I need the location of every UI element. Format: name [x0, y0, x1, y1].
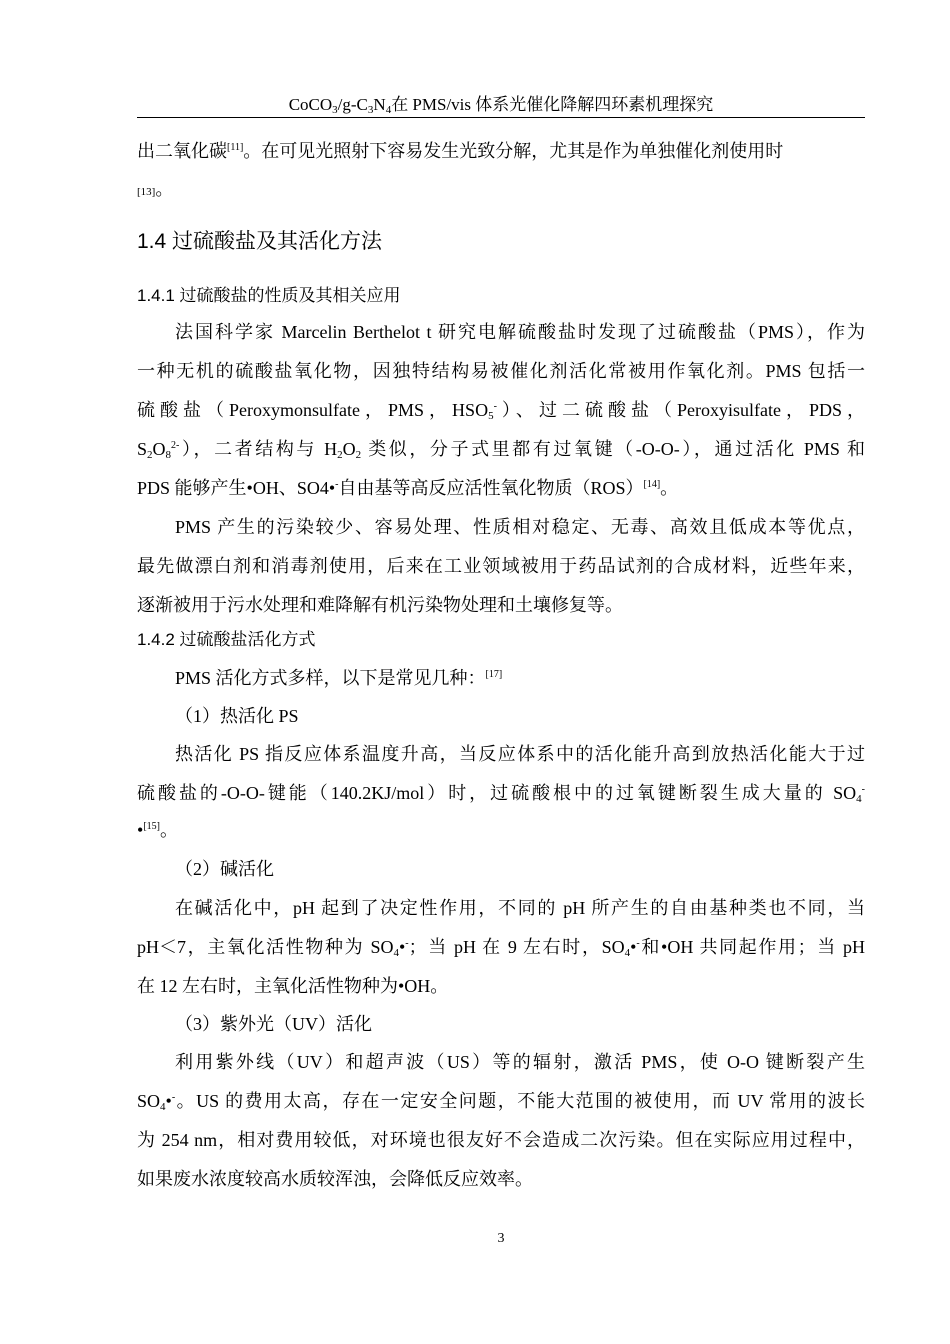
paragraph-line: PMS 产生的污染较少、容易处理、性质相对稳定、无毒、高效且低成本等优点，	[175, 517, 865, 537]
paragraph-line: 最先做漂白剂和消毒剂使用，后来在工业领域被用于药品试剂的合成材料，近些年来，	[137, 556, 865, 576]
paragraph-line: $SO_4•^-$。US 的费用太高，存在一定安全问题，不能大范围的被使用，而 UV 常用的波长	[137, 1091, 865, 1113]
section-heading-1-4-2: 1.4.2 过硫酸盐活化方式	[137, 630, 316, 649]
paragraph-line: •[15]。	[137, 820, 178, 840]
section-heading-1-4-1: 1.4.1 过硫酸盐的性质及其相关应用	[137, 286, 401, 305]
paragraph-line: 在 12 左右时，主氧化活性物种为•OH。	[137, 976, 449, 996]
paragraph-line: 如果废水浓度较高水质较浑浊，会降低反应效率。	[137, 1169, 533, 1189]
header-rule	[137, 117, 865, 118]
paragraph-line: 一种无机的硫酸盐氧化物，因独特结构易被催化剂活化常被用作氧化剂。PMS 包括一	[137, 361, 865, 381]
paragraph-line: $S_2O_8^{2-}$），二者结构与 $H_2O_2$ 类似，分子式里都有过氧键（-O-O-），通过活化 PMS 和	[137, 439, 866, 461]
paragraph-line: 逐渐被用于污水处理和难降解有机污染物处理和土壤修复等。	[137, 595, 623, 615]
running-header: $CoCO_3/g-C_3N_4$在 PMS/vis 体系光催化降解四环素机理探究	[288, 95, 714, 116]
page-number: 3	[497, 1231, 505, 1246]
paragraph-line: PMS 活化方式多样，以下是常见几种：[17]	[175, 668, 503, 688]
paragraph-line: PDS 能够产生•OH、SO4•-自由基等高反应活性氧化物质（ROS）[14]。	[137, 478, 679, 498]
paragraph-line: 硫酸盐（Peroxymonsulfate，PMS，$HSO_5^-$）、过二硫酸盐（Peroxyisulfate，PDS，	[137, 400, 866, 422]
paragraph-line: 法国科学家 Marcelin Berthelot t 研究电解硫酸盐时发现了过硫酸盐（PMS），作为	[175, 322, 865, 342]
paragraph-line: 硫酸盐的-O-O-键能（140.2KJ/mol）时，过硫酸根中的过氧键断裂生成大量的 $SO_4^-$	[137, 783, 865, 805]
section-heading-1-4: 1.4 过硫酸盐及其活化方法	[137, 230, 383, 253]
list-item-label: （2）碱活化	[175, 859, 274, 879]
intro-line-2: [13]。	[137, 179, 174, 199]
paragraph-line: 在碱活化中，pH 起到了决定性作用，不同的 pH 所产生的自由基种类也不同，当	[175, 898, 865, 918]
paragraph-line: 热活化 PS 指反应体系温度升高，当反应体系中的活化能升高到放热活化能大于过	[175, 744, 865, 764]
paragraph-line: 利用紫外线（UV）和超声波（US）等的辐射，激活 PMS，使 O-O 键断裂产生	[175, 1052, 865, 1072]
list-item-label: （3）紫外光（UV）活化	[175, 1014, 372, 1034]
paragraph-line: pH＜7，主氧化活性物种为 $SO_4•^-$；当 pH 在 9 左右时，$SO_4•^-$和•OH 共同起作用；当 pH	[137, 937, 865, 959]
list-item-label: （1）热活化 PS	[175, 706, 299, 726]
intro-line-1: 出二氧化碳[11]。在可见光照射下容易发生光致分解，尤其是作为单独催化剂使用时	[137, 141, 784, 161]
paragraph-line: 为 254 nm，相对费用较低，对环境也很友好不会造成二次污染。但在实际应用过程中，	[137, 1130, 865, 1150]
